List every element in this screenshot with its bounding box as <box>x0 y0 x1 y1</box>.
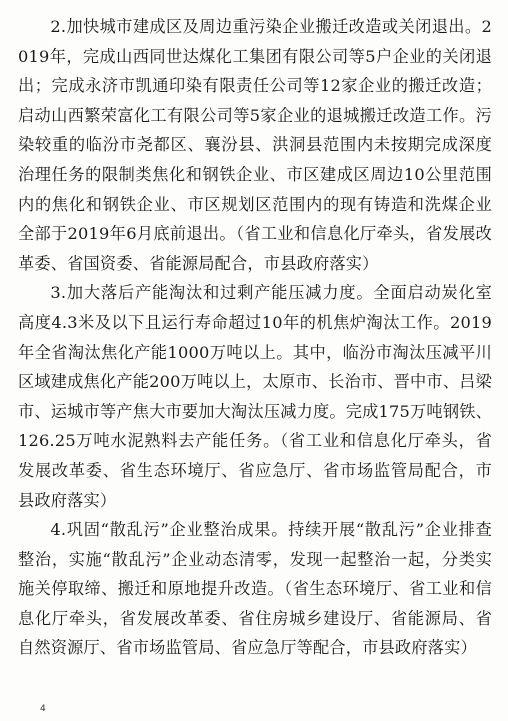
paragraph-3-capacity-reduction: 3.加大落后产能淘汰和过剩产能压减力度。全面启动炭化室高度4.3米及以下且运行寿命超过10年的机焦炉淘汰工作。2019年全省淘汰焦化产能1000万吨以上。其中，临汾市淘汰压减平川区域建成焦化产能200万吨以上，太原市、长治市、晋中市、吕梁市、运城市等产焦大市要加大淘汰压减力度。完成175万吨钢铁、126.25万吨水泥熟料去产能任务。（省工业和信息化厅牵头，省发展改革委、省生态环境厅、省应急厅、省市场监管局配合，市县政府落实） <box>18 283 492 510</box>
paragraph-2-relocation: 2.加快城市建成区及周边重污染企业搬迁改造或关闭退出。2019年，完成山西同世达煤化工集团有限公司等5户企业的关闭退出；完成永济市凯通印染有限责任公司等12家企业的搬迁改造；启动山西繁荣富化工有限公司等5家企业的退城搬迁改造工作。污染较重的临汾市尧都区、襄汾县、洪洞县范围内未按期完成深度治理任务的限制类焦化和钢铁企业、市区建成区周边10公里范围内的焦化和钢铁企业、市区规划区范围内的现有铸造和洗煤企业全部于2019年6月底前退出。（省工业和信息化厅牵头，省发展改革委、省国资委、省能源局配合，市县政府落实） <box>18 17 492 273</box>
page-number: 4 <box>40 704 46 714</box>
paragraph-4-scattered-polluting-enterprises: 4.巩固“散乱污”企业整治成果。持续开展“散乱污”企业排查整治，实施“散乱污”企业动态清零，发现一起整治一起，分类实施关停取缔、搬迁和原地提升改造。（省生态环境厅、省工业和信息化厅牵头，省发展改革委、省住房城乡建设厅、省能源局、省自然资源厅、省市场监管局、省应急厅等配合，市县政府落实） <box>18 520 492 658</box>
document-body <box>18 12 492 663</box>
